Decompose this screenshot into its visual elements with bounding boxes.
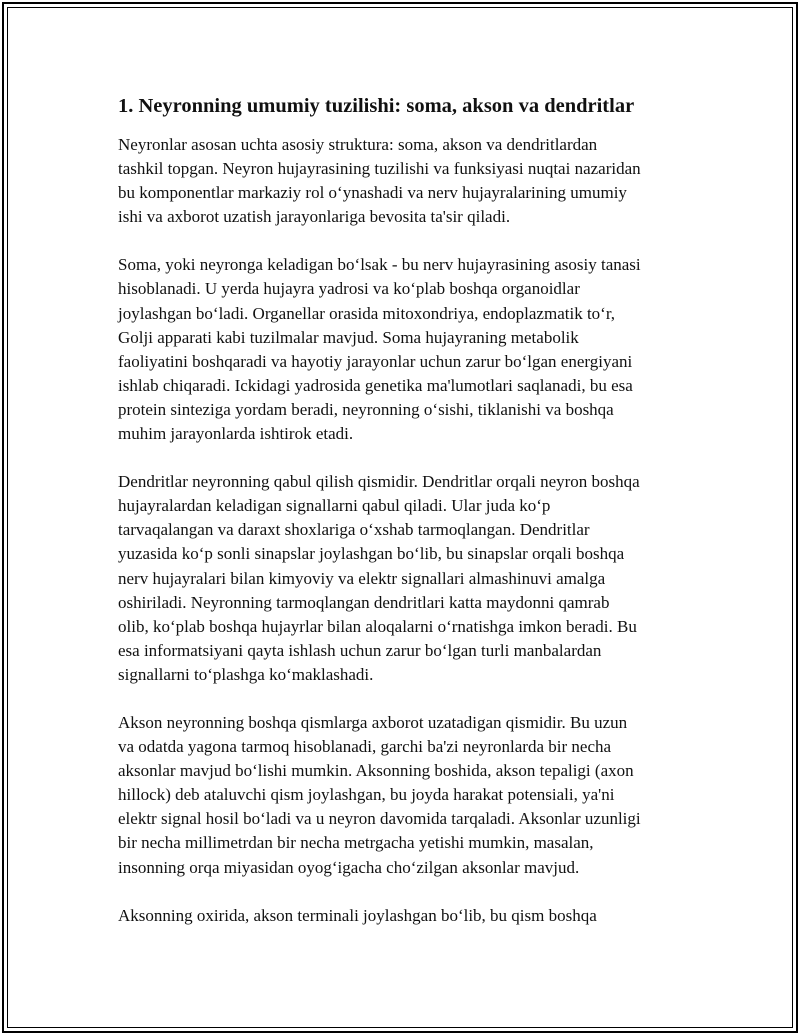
text-line: Aksonning oxirida, akson terminali joylashgan bo‘lib, bu qism boshqa — [118, 905, 597, 925]
paragraph-dendrites — [118, 470, 688, 687]
text-line: tarvaqalangan va daraxt shoxlariga o‘xshab tarmoqlangan. Dendritlar — [118, 520, 590, 540]
paragraph-soma — [118, 253, 688, 446]
text-line: protein sinteziga yordam beradi, neyronning o‘sishi, tiklanishi va boshqa — [118, 399, 614, 419]
text-line: Neyronlar asosan uchta asosiy struktura: soma, akson va dendritlardan — [118, 135, 598, 154]
text-line: oshiriladi. Neyronning tarmoqlangan dendritlari katta maydonni qamrab — [118, 592, 610, 612]
text-line: ishlab chiqaradi. Ickidagi yadrosida genetika ma'lumotlari saqlanadi, bu esa — [118, 375, 633, 395]
text-line: nerv hujayralari bilan kimyoviy va elektr signallari almashinuvi amalga — [118, 568, 606, 588]
text-line: faoliyatini boshqaradi va hayotiy jarayonlar uchun zarur bo‘lgan energiyani — [118, 351, 633, 371]
text-line: Soma, yoki neyronga keladigan bo‘lsak - bu nerv hujayrasining asosiy tanasi — [118, 255, 641, 275]
text-line: Golji apparati kabi tuzilmalar mavjud. Soma hujayraning metabolik — [118, 327, 579, 347]
text-line: bir necha millimetrdan bir necha metrgacha yetishi mumkin, masalan, — [118, 833, 594, 853]
text-line: insonning orqa miyasidan oyog‘igacha cho‘zilgan aksonlar mavjud. — [118, 857, 580, 877]
text-line: bu komponentlar markaziy rol o‘ynashadi va nerv hujayralarining umumiy — [118, 183, 627, 203]
text-line: esa informatsiyani qayta ishlash uchun zarur bo‘lgan turli manbalardan — [118, 640, 602, 660]
text-line: hisoblanadi. U yerda hujayra yadrosi va ko‘plab boshqa organoidlar — [118, 279, 580, 299]
text-line: aksonlar mavjud bo‘lishi mumkin. Aksonning boshida, akson tepaligi (axon — [118, 761, 634, 781]
text-line: signallarni to‘plashga ko‘maklashadi. — [118, 664, 374, 684]
text-line: ishi va axborot uzatish jarayonlariga bevosita ta'sir qiladi. — [118, 207, 511, 227]
text-line: yuzasida ko‘p sonli sinapslar joylashgan bo‘lib, bu sinapslar orqali boshqa — [118, 544, 625, 564]
paragraph-axon — [118, 711, 688, 880]
text-line: elektr signal hosil bo‘ladi va u neyron davomida tarqaladi. Aksonlar uzunligi — [118, 809, 641, 829]
text-line: Akson neyronning boshqa qismlarga axborot uzatadigan qismidir. Bu uzun — [118, 712, 628, 732]
text-line: muhim jarayonlarda ishtirok etadi. — [118, 424, 354, 444]
paragraph-axon-terminal — [118, 904, 688, 928]
document-title: 1. Neyronning umumiy tuzilishi: soma, akson va dendritlar — [118, 95, 635, 117]
paragraph-intro — [118, 133, 688, 229]
text-line: va odatda yagona tarmoq hisoblanadi, garchi ba'zi neyronlarda bir necha — [118, 737, 612, 757]
document-body — [118, 92, 688, 952]
text-line: Dendritlar neyronning qabul qilish qismidir. Dendritlar orqali neyron boshqa — [118, 472, 640, 492]
text-line: hujayralardan keladigan signallarni qabul qiladi. Ular juda ko‘p — [118, 496, 551, 516]
text-line: hillock) deb ataluvchi qism joylashgan, bu joyda harakat potensiali, ya'ni — [118, 785, 615, 805]
text-line: tashkil topgan. Neyron hujayrasining tuzilishi va funksiyasi nuqtai nazaridan — [118, 159, 641, 179]
text-line: joylashgan bo‘ladi. Organellar orasida mitoxondriya, endoplazmatik to‘r, — [118, 303, 616, 323]
text-line: olib, ko‘plab boshqa hujayrlar bilan aloqalarni o‘rnatishga imkon beradi. Bu — [118, 616, 637, 636]
